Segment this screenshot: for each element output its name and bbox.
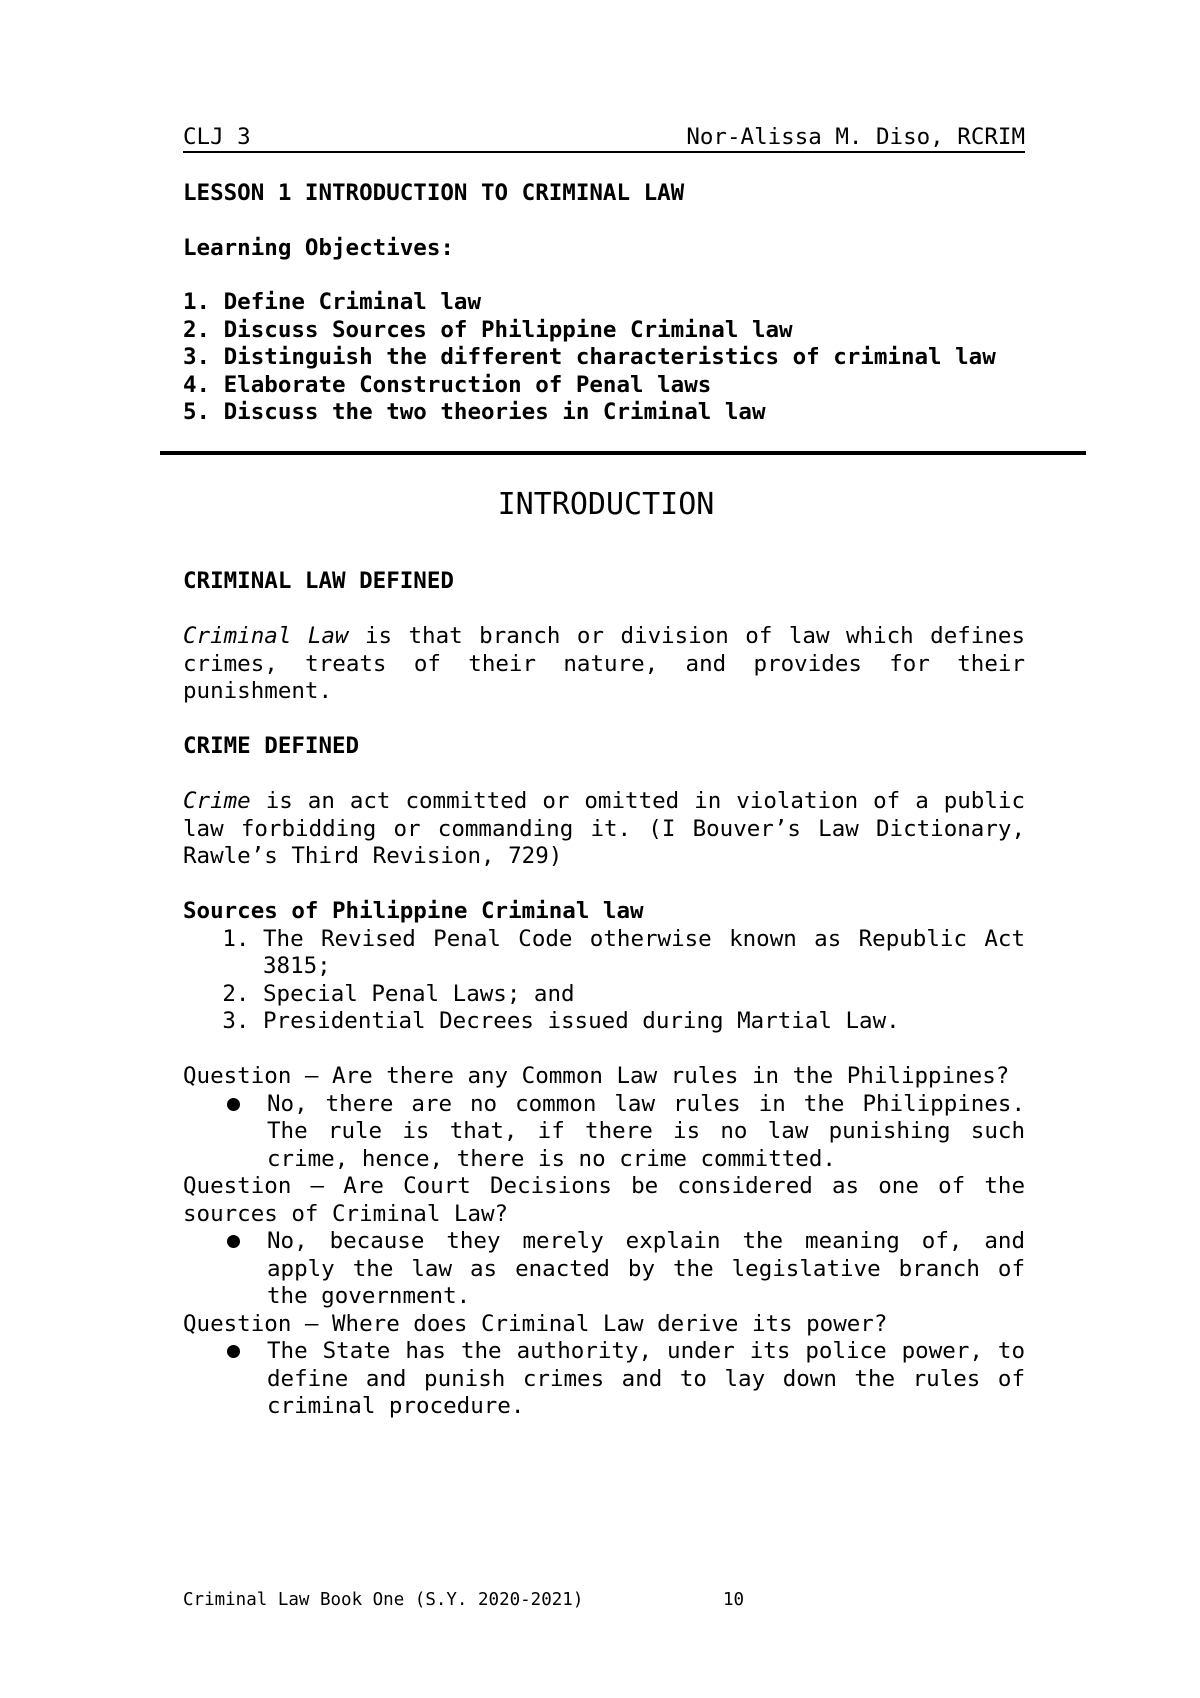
answer-3: The State has the authority, under its police power, to define and punish crimes and to lay down the rules of criminal procedure. <box>267 1338 1025 1419</box>
sources-heading: Sources of Philippine Criminal law <box>183 898 644 924</box>
page-body <box>183 568 1025 1421</box>
answer-2: No, because they merely explain the meaning of, and apply the law as enacted by the legislative branch of the government. <box>267 1228 1025 1309</box>
section-divider <box>160 451 1086 455</box>
page-header <box>183 124 1025 153</box>
question-3: Question – Where does Criminal Law derive its power? <box>183 1310 888 1337</box>
list-item <box>267 1091 1025 1174</box>
answer-list-3 <box>183 1338 1025 1421</box>
page-footer <box>183 1589 745 1611</box>
answer-1: No, there are no common law rules in the Philippines. The rule is that, if there is no law punishing such crime, hence, there is no crime committed. <box>267 1090 1025 1172</box>
objective-item: 5. Discuss the two theories in Criminal law <box>183 399 766 425</box>
bullet-icon <box>227 1098 240 1111</box>
criminal-law-term: Criminal Law <box>183 623 349 649</box>
question-2: Question – Are Court Decisions be considered as one of the sources of Criminal Law? <box>183 1173 1025 1227</box>
objective-item: 3. Distinguish the different characteristics of criminal law <box>183 344 996 370</box>
crime-heading: CRIME DEFINED <box>183 733 360 759</box>
criminal-law-heading: CRIMINAL LAW DEFINED <box>183 568 454 594</box>
objective-item: 4. Elaborate Construction of Penal laws <box>183 371 712 398</box>
question-1: Question – Are there any Common Law rules in the Philippines? <box>183 1063 1010 1089</box>
section-title: INTRODUCTION <box>497 487 715 522</box>
page-top <box>183 124 1025 427</box>
answer-list-2 <box>183 1228 1025 1311</box>
sources-list <box>183 926 1025 1036</box>
criminal-law-definition <box>183 623 1025 706</box>
list-item: 3. Presidential Decrees issued during Martial Law. <box>263 1008 1025 1036</box>
answer-list-1 <box>183 1091 1025 1174</box>
crime-definition <box>183 788 1025 871</box>
objective-item: 1. Define Criminal law <box>183 289 482 315</box>
crime-term: Crime <box>183 788 251 814</box>
list-item <box>267 1338 1025 1421</box>
objectives-list <box>183 289 1025 427</box>
bullet-icon <box>227 1345 240 1358</box>
page-number: 10 <box>723 1590 745 1610</box>
crime-text: is an act committed or omitted in violation of a public law forbidding or commanding it. (I Bouver’s Law Dictionary, Rawle’s Third Revision, 729) <box>183 788 1025 869</box>
author-name: Nor-Alissa M. Diso, RCRIM <box>686 124 1025 150</box>
lesson-title: LESSON 1 INTRODUCTION TO CRIMINAL LAW <box>183 180 685 206</box>
list-item: 1. The Revised Penal Code otherwise known as Republic Act 3815; <box>263 926 1025 981</box>
objectives-label: Learning Objectives: <box>183 234 454 261</box>
course-code: CLJ 3 <box>183 124 251 150</box>
objective-item: 2. Discuss Sources of Philippine Criminal law <box>183 316 793 343</box>
list-item: 2. Special Penal Laws; and <box>263 981 1025 1009</box>
bullet-icon <box>227 1235 240 1248</box>
list-item <box>267 1228 1025 1311</box>
footer-book: Criminal Law Book One (S.Y. 2020-2021) <box>183 1590 584 1610</box>
criminal-law-text: is that branch or division of law which defines crimes, treats of their nature, and provides for their punishment. <box>183 623 1025 704</box>
